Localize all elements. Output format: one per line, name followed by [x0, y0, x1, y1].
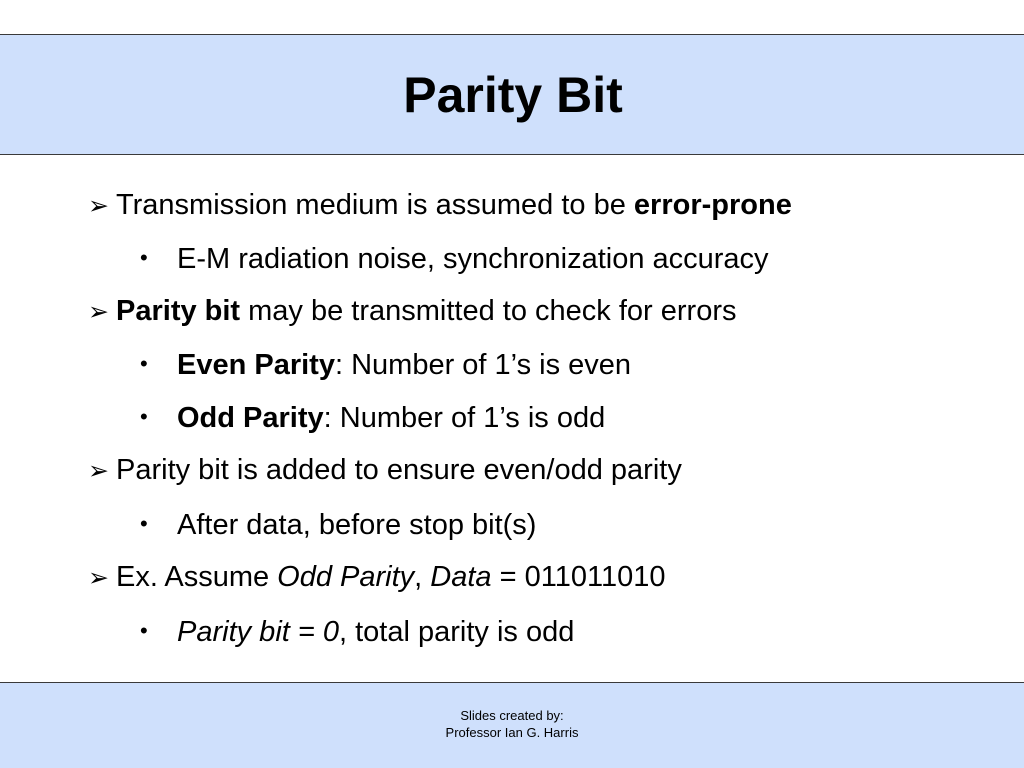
bullet-emphasis: Even Parity: [177, 349, 335, 381]
bullet-text: ,: [414, 561, 431, 593]
bullet-text: E-M radiation noise, synchronization accuracy: [177, 243, 769, 275]
bullet-text: , total parity is odd: [339, 616, 575, 648]
sub-bullet-item: [140, 507, 536, 542]
arrowhead-bullet-icon: ➢: [88, 456, 109, 485]
bullet-item: [88, 560, 665, 595]
sub-bullet-item: [140, 400, 605, 435]
sub-bullet-item: [140, 614, 574, 649]
round-bullet-icon: •: [140, 511, 148, 536]
bullet-emphasis: Odd Parity: [177, 402, 324, 434]
bullet-text: Transmission medium is assumed to be: [116, 189, 634, 221]
slide-title: Parity Bit: [403, 66, 623, 123]
bullet-text: : Number of 1’s is even: [334, 349, 632, 381]
bullet-emphasis: Parity bit: [116, 295, 241, 327]
bullet-text: After data, before stop bit(s): [177, 509, 537, 541]
round-bullet-icon: •: [140, 618, 148, 643]
bullet-text: = 011011010: [491, 561, 666, 593]
bullet-item: [88, 453, 682, 488]
bullet-emphasis: error-prone: [633, 189, 792, 221]
bullet-text: may be transmitted to check for errors: [240, 295, 737, 327]
round-bullet-icon: •: [140, 245, 148, 270]
arrowhead-bullet-icon: ➢: [88, 191, 109, 220]
footer-band: [0, 682, 1024, 768]
arrowhead-bullet-icon: ➢: [88, 563, 109, 592]
round-bullet-icon: •: [140, 404, 148, 429]
footer-line: Slides created by:: [460, 708, 564, 723]
sub-bullet-item: [140, 241, 769, 276]
arrowhead-bullet-icon: ➢: [88, 297, 109, 326]
bullet-text: Ex. Assume: [116, 561, 278, 593]
footer-credits: [0, 707, 1024, 741]
bullet-italic: Odd Parity: [277, 561, 415, 593]
footer-author: Professor Ian G. Harris: [445, 725, 579, 740]
bullet-text: : Number of 1’s is odd: [323, 402, 606, 434]
bullet-item: [88, 188, 792, 223]
bullet-text: Parity bit is added to ensure even/odd parity: [116, 454, 682, 486]
round-bullet-icon: •: [140, 351, 148, 376]
bullet-item: [88, 294, 737, 329]
bullet-italic: Parity bit = 0: [177, 616, 339, 648]
bullet-italic: Data: [430, 561, 492, 593]
sub-bullet-item: [140, 347, 631, 382]
